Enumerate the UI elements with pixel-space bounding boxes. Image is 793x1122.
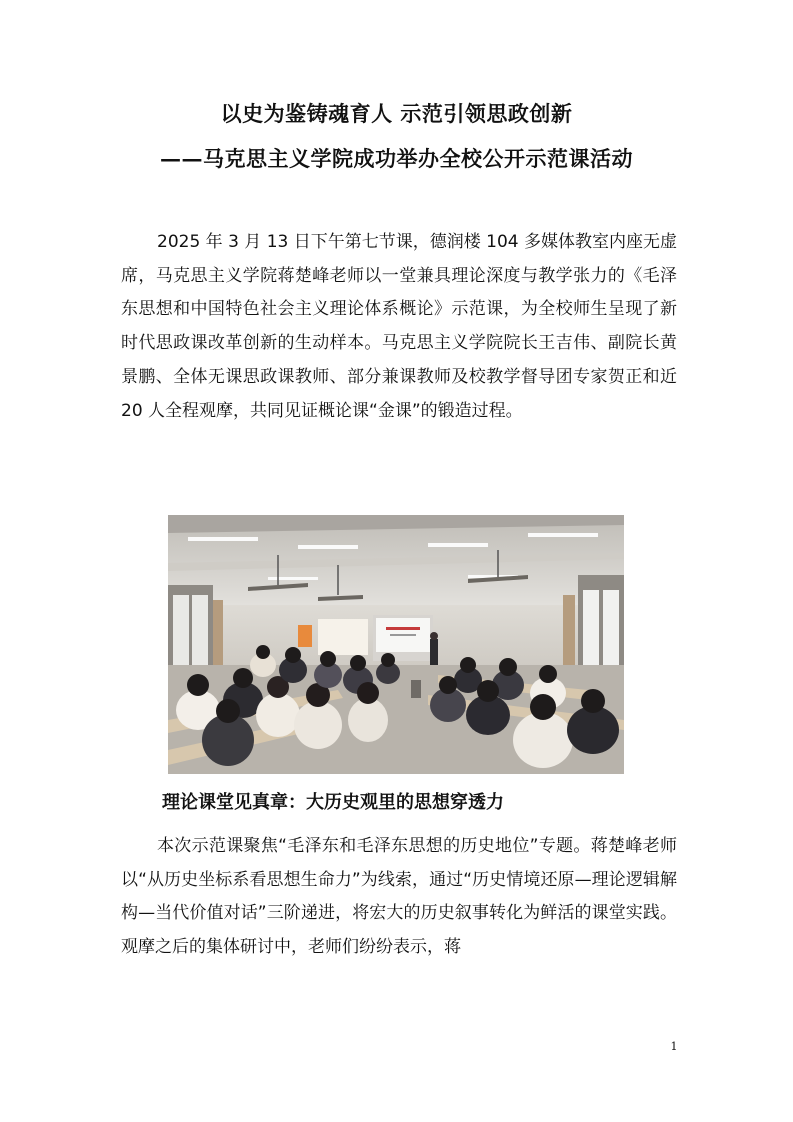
paragraph-intro: 2025 年 3 月 13 日下午第七节课，德润楼 104 多媒体教室内座无虚席，马克思主义学院蒋楚峰老师以一堂兼具理论深度与教学张力的《毛泽东思想和中国特色社会主义理论体系概论》示范课，为全校师生呈现了新时代思政课改革创新的生动样本。马克思主义学院院长王吉伟、副院长黄景鹏、全体无课思政课教师、部分兼课教师及校教学督导团专家贺正和近 20 人全程观摩，共同见证概论课“金课”的锻造过程。 [121, 232, 677, 421]
section-heading: 理论课堂见真章：大历史观里的思想穿透力 [162, 792, 504, 813]
paragraph-body: 本次示范课聚焦“毛泽东和毛泽东思想的历史地位”专题。蒋楚峰老师以“从历史坐标系看思想生命力”为线索，通过“历史情境还原—理论逻辑解构—当代价值对话”三阶递进，将宏大的历史叙事转化为鲜活的课堂实践。观摩之后的集体研讨中，老师们纷纷表示，蒋 [121, 836, 677, 958]
classroom-photo [168, 515, 624, 774]
document-subtitle: ——马克思主义学院成功举办全校公开示范课活动 [160, 146, 633, 171]
page-number: 1 [670, 1040, 678, 1053]
document-title: 以史为鉴铸魂育人 示范引领思政创新 [220, 101, 573, 126]
